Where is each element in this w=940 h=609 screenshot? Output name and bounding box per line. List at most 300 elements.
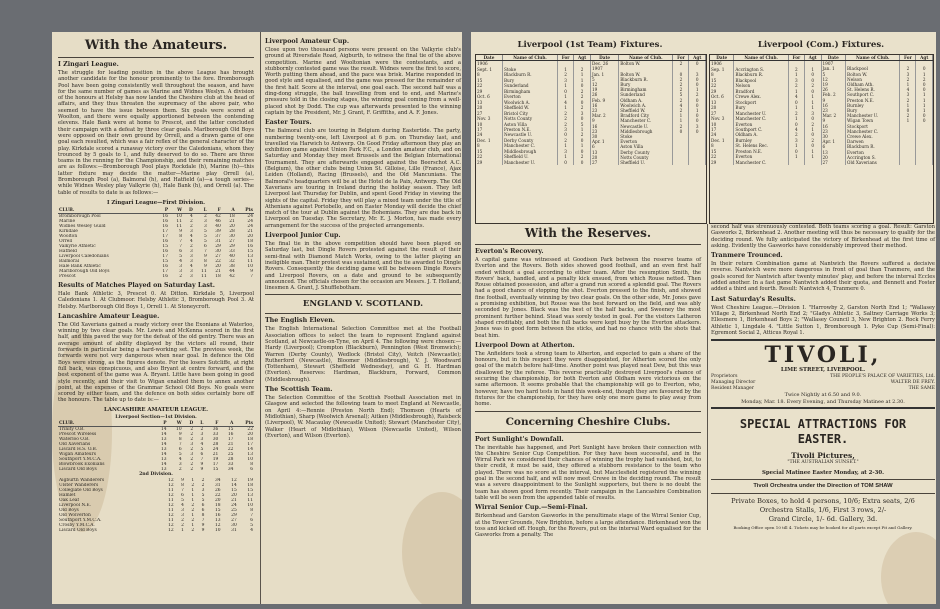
- right-page: [471, 32, 936, 604]
- table-cell: Crosby Y.M.C.A.: [59, 523, 95, 529]
- table-cell: 4: [189, 233, 193, 239]
- fixture-cell: 1: [804, 100, 821, 105]
- table-cell: 9: [200, 461, 204, 467]
- table-cell: 13: [160, 446, 167, 452]
- table-cell: Southport Y.M.C.A.: [59, 518, 102, 524]
- table-cell: 6: [250, 466, 253, 472]
- table-cell: 1: [191, 488, 195, 494]
- fixture-cell: Derby County: [619, 150, 673, 155]
- tours-heading: Easter Tours.: [265, 119, 312, 127]
- table-cell: 15: [231, 488, 237, 494]
- fixture-cell: 13: [822, 150, 846, 155]
- table-cell: 21: [247, 228, 253, 234]
- fixture-cell: Bolton W.: [619, 72, 673, 77]
- table-cell: 20: [215, 263, 221, 269]
- table-cell: 5: [201, 493, 205, 499]
- ljc-heading: Liverpool Junior Cup.: [265, 232, 341, 240]
- fixture-row: [476, 160, 591, 166]
- table-cell: 11: [168, 488, 174, 494]
- fixture-column-header: For: [788, 55, 804, 61]
- column-header: W: [169, 208, 183, 214]
- table-cell: 22: [247, 426, 253, 432]
- table-cell: 14: [160, 426, 167, 432]
- fixture-cell: Preston N.E.: [734, 149, 788, 154]
- tivoli-address: LIME STREET, LIVERPOOL.: [780, 367, 866, 374]
- liverpool-atherton-text: The Anfielders took a strong team to Atherton, and expected to gain a share of the honours, but in this respect they were disappointed, for Atherton scored the only goal of the match before half-time. Another point was played neat Dew, but this was disallowed by the referee. This reverse practically destroyed Liverpool's chance of securing the championship, for both Everton and Oldham were victorious on the same afternoon. It seems probable that the championship will go to Everton, who, however, have two hard tests in hand this week-end, though they are favoured by the fixtures for the championship, for they have only one more game to play away from home.: [475, 350, 701, 408]
- table-cell: 3: [181, 513, 184, 519]
- fixture-cell: Accrington S.: [846, 155, 900, 160]
- table-cell: 6: [178, 446, 182, 452]
- table-cell: 20: [247, 233, 253, 239]
- table-cell: 20: [214, 498, 221, 504]
- fixture-cell: Feb. 9: [591, 98, 619, 103]
- fixture-cell: Bristol City: [502, 110, 557, 115]
- fixture-cell: 13: [591, 150, 619, 155]
- table-cell: 12: [168, 503, 174, 509]
- fixture-cell: 1: [788, 154, 804, 159]
- table-cell: 2: [190, 466, 194, 472]
- fixture-column-header: Name of Club.: [734, 55, 788, 61]
- table-cell: 18: [247, 483, 253, 489]
- table-cell: 5: [181, 498, 184, 504]
- scottish-team-text: The Selection Committee of the Scottish Football Association met in Glasgow and selected the following team to meet England at Newcastle, on April 4:—Rennie (Preston North End); Thomson (Hearts of Midlothian), Sharp (Woolwich Arsenal); Aitken (Middlesbrough), Raisbeck (Liverpool), W. Macaulay (Newcastle United); Stewart (Manchester City), Walker (Heart of Midlothian), Wilson (Newcastle United), Wilson (Everton), and Wilson (Everton).: [265, 395, 461, 439]
- table-cell: 34: [227, 466, 234, 472]
- fixture-cell: 3: [689, 124, 706, 129]
- fixture-cell: 15: [476, 149, 502, 154]
- table-cell: 12: [231, 478, 237, 484]
- table-cell: Marine: [59, 218, 76, 224]
- fixture-cell: 1: [557, 105, 573, 110]
- fixture-cell: 1: [557, 154, 573, 159]
- fixture-cell: [673, 160, 689, 165]
- table-cell: 2: [190, 431, 194, 437]
- fixture-cell: 2: [916, 77, 933, 82]
- fixture-cell: 2: [689, 92, 706, 97]
- table-cell: 12: [168, 523, 174, 529]
- fixture-cell: 15: [476, 78, 502, 83]
- fixture-cell: Bolton W.: [846, 72, 900, 77]
- fixture-cell: Southport C.: [734, 127, 788, 132]
- table-cell: 18: [229, 213, 235, 219]
- fixture-cell: 5: [822, 72, 846, 77]
- fixture-row: [591, 160, 706, 165]
- table-cell: 16: [162, 248, 168, 254]
- fixture-cell: 0: [574, 149, 591, 154]
- fixture-cell: 26: [822, 87, 846, 92]
- table-cell: 8: [201, 513, 205, 519]
- fixture-cell: 1: [574, 72, 591, 77]
- table-cell: Liscard Old Boys: [59, 528, 97, 534]
- table-cell: 1: [191, 498, 195, 504]
- table-cell: 29: [215, 243, 221, 249]
- english-eleven-text: The English International Selection Committee met at the Football Association offices to select the team to represent England against Scotland, at Newcastle-on-Tyne, on April 4. The following were chosen:—Hardy (Liverpool); Crompton (Blackburn), Pennington (West Bromwich); Warren (Derby County), Wedlock (Bristol City), Veitch (Newcastle); Rutherford (Newcastle), Bloomer (Middlesbrough), V. J. Woodward (Tottenham), Stewart (Sheffield Wednesday), and G. H. Hardman (Everton). Reserves: Hardman, Blackburn, Forward, Common (Middlesbrough).: [265, 326, 461, 383]
- left-page: [52, 32, 462, 604]
- fixture-cell: 22: [476, 154, 502, 159]
- fixture-cell: 0: [689, 103, 706, 108]
- table-cell: 5: [203, 238, 207, 244]
- fixture-cell: Oct. 6: [710, 94, 734, 99]
- table-cell: 24: [212, 446, 219, 452]
- table-cell: 31: [215, 238, 221, 244]
- table-cell: 14: [160, 451, 167, 457]
- fixture-cell: 0: [689, 118, 706, 123]
- divider: [711, 479, 935, 480]
- table-cell: 7: [200, 456, 204, 462]
- fixture-cell: Newcastle U.: [502, 132, 557, 137]
- last-saturday-heading: Last Saturday's Results.: [711, 295, 796, 303]
- fixture-cell: 1: [900, 82, 916, 87]
- tivoli-nightly: Twice Nightly at 6.50 and 9.0.: [784, 392, 862, 399]
- fixture-cell: 23: [591, 108, 619, 113]
- fixture-cell: Bradford: [734, 89, 788, 94]
- fixture-cell: Blackpool: [846, 66, 900, 71]
- tivoli-company: THE PEOPLE'S PALACE OF VARIETIES, Ltd.: [830, 374, 935, 380]
- table-cell: 11: [176, 218, 183, 224]
- lancs-section-2: 2nd Division.: [139, 471, 173, 477]
- table-cell: Collegiate Old Boys: [59, 488, 103, 494]
- table-cell: 11: [168, 518, 174, 524]
- fixture-cell: Old Xaverians: [846, 160, 900, 165]
- fixture-cell: 0: [900, 108, 916, 113]
- column-header: P: [155, 208, 169, 214]
- fixture-cell: Bury: [619, 82, 673, 87]
- table-cell: 21: [229, 218, 235, 224]
- fixture-cell: 2: [900, 113, 916, 118]
- table-cell: 11: [247, 498, 253, 504]
- column-header: A: [222, 208, 236, 214]
- fixture-cell: Crewe Alex.: [734, 94, 788, 99]
- table-cell: Liscard Old Boys: [59, 466, 97, 472]
- table-cell: 24: [247, 213, 253, 219]
- lancs-table-1: [58, 421, 254, 472]
- fixture-cell: Oldham A.: [734, 132, 788, 137]
- fixture-cell: 4: [557, 100, 573, 105]
- fixture-cell: Blackburn R.: [846, 144, 900, 149]
- fixture-cell: 1: [804, 105, 821, 110]
- liverpool-atherton-heading: Liverpool Down at Atherton.: [475, 341, 575, 349]
- table-cell: 21: [215, 268, 221, 274]
- fixture-cell: Preston N.E.: [846, 98, 900, 103]
- table-cell: 14: [247, 446, 253, 452]
- prices-line-3: Grand Circle, 1/- 6d. Gallery, 3d.: [768, 514, 878, 523]
- table-cell: 32: [229, 258, 235, 264]
- last-saturday-text: West Cheshire League.—Division I. "Harrowby 2, Garston North End 1; "Wallasey Village 2, Birkenhead North End 2; "Gladys Athletic 3, Saltney Carriage Works 3; Ellesmere 1, Birkenhead Boys 2; "Wallasey Council 3, New Brighton 2. Rock Ferry Athletic 1, Lingdale 4. "Little Sutton 1, Bromborough 1. Pyke Cup (Semi-Final): Egremont Social 2, Atticus Royal 1.: [711, 304, 935, 336]
- fixture-cell: Dec. 26: [591, 61, 619, 67]
- fixture-cell: 1: [788, 143, 804, 148]
- fixture-cell: 4: [788, 127, 804, 132]
- table-cell: 12: [168, 493, 174, 499]
- table-cell: Marlborough Old Boys: [59, 268, 110, 274]
- table-cell: 1: [191, 513, 195, 519]
- lac-heading: Liverpool Amateur Cup.: [265, 38, 350, 45]
- tivoli-orchestra: Tivoli Orchestra under the Direction of TOM SHAW: [753, 483, 893, 490]
- fixture-cell: 20: [476, 105, 502, 110]
- fixture-cell: 1: [557, 67, 573, 72]
- table-cell: Trinity O.B.: [59, 426, 85, 432]
- table-cell: Southport Y.M.C.A.: [59, 456, 102, 462]
- fixture-cell: Sunderland: [502, 83, 557, 88]
- fixture-cell: 2: [673, 82, 689, 87]
- fixture-cell: Feb. 2: [822, 92, 846, 97]
- table-cell: 2: [201, 483, 205, 489]
- table-cell: 21: [231, 498, 237, 504]
- table-cell: 5: [200, 446, 204, 452]
- table-row: [58, 528, 254, 533]
- table-cell: 3: [189, 253, 193, 259]
- table-cell: 39: [215, 228, 221, 234]
- table-cell: 15: [227, 426, 234, 432]
- fixture-cell: Dec. 1: [710, 138, 734, 143]
- fixture-cell: 1: [916, 108, 933, 113]
- divider: [711, 493, 935, 494]
- fixture-cell: 1906: [710, 61, 734, 67]
- table-cell: Woolton: [59, 233, 78, 239]
- fixture-cell: 2: [557, 110, 573, 115]
- table-cell: 24: [247, 218, 253, 224]
- fixture-cell: 1907: [822, 61, 846, 67]
- fixture-cell: Newcastle U.: [619, 124, 673, 129]
- table-cell: 16: [227, 431, 234, 437]
- table-cell: 7: [250, 273, 253, 279]
- fixture-cell: 1: [574, 127, 591, 132]
- fixture-cell: 1: [900, 118, 916, 123]
- fixture-cell: 0: [689, 77, 706, 82]
- table-cell: 30: [231, 523, 237, 529]
- table-cell: 2: [191, 503, 195, 509]
- table-cell: 11: [168, 498, 174, 504]
- table-cell: 10: [176, 213, 183, 219]
- table-cell: 20: [231, 493, 237, 499]
- fixture-cell: 2: [788, 110, 804, 115]
- divider: [265, 313, 461, 314]
- fixture-cell: 2: [574, 67, 591, 72]
- fixture-cell: Bury: [734, 105, 788, 110]
- fixture-row: [710, 160, 821, 166]
- fixture-cell: 0: [689, 98, 706, 103]
- table-cell: 7: [203, 248, 207, 254]
- fixture-cell: 16: [822, 124, 846, 129]
- table-cell: 16: [162, 238, 168, 244]
- table-cell: 29: [231, 513, 237, 519]
- fixture-cell: 15: [710, 78, 734, 83]
- table-cell: 24: [247, 223, 253, 229]
- fixture-cell: 0: [916, 87, 933, 92]
- table-cell: 27: [231, 518, 237, 524]
- table-cell: 8: [179, 233, 183, 239]
- fixture-cell: 2: [557, 121, 573, 126]
- lancs-heading: Lancashire Amateur League.: [58, 312, 160, 320]
- fixture-cell: 0: [574, 100, 591, 105]
- fixture-cell: 4: [673, 103, 689, 108]
- table-cell: 7: [181, 488, 184, 494]
- fixture-cell: Bolton W.: [619, 61, 673, 67]
- table-cell: 3: [189, 258, 193, 264]
- fixture-cell: 0: [804, 89, 821, 94]
- fixture-cell: 1: [916, 72, 933, 77]
- fixture-cell: Mar. 2: [591, 113, 619, 118]
- prices-line-2: Orchestra Stalls, 1/6, First 3 rows, 2/-: [759, 505, 887, 514]
- fixture-cell: 22: [710, 154, 734, 159]
- lancs-section-1: Liverpool Section—1st Division.: [115, 414, 197, 420]
- fixture-cell: 0: [689, 113, 706, 118]
- everton-heading: Everton's Recovery.: [475, 248, 544, 255]
- fixture-cell: 24: [710, 132, 734, 137]
- fixture-cell: St. Helens R.: [846, 87, 900, 92]
- table-cell: 6: [200, 451, 204, 457]
- table-cell: 42: [215, 213, 221, 219]
- fixture-cell: 12: [822, 77, 846, 82]
- table-cell: 13: [160, 436, 167, 442]
- fixture-cell: 2: [673, 124, 689, 129]
- sunlight-heading: Port Sunlight's Downfall.: [475, 435, 564, 443]
- column-header: F: [208, 208, 222, 214]
- wirral-text: Birkenhead and Garston Gasworks in the penultimate stage of the Wirral Senior Cup, at the Tower Grounds, New Brighton, before a large attendance. Birkenhead won the toss and kicked off. Hough, for the Rovers, put on the interval Ward equalised for the Gasworks from a penalty. The: [475, 513, 701, 539]
- table-cell: 9: [200, 466, 204, 472]
- table-cell: 12: [168, 513, 174, 519]
- table-cell: 20: [247, 431, 253, 437]
- table-cell: 2: [191, 508, 195, 514]
- fixture-cell: Blackburn R.: [502, 72, 557, 77]
- fixture-cell: 1: [689, 87, 706, 92]
- fixture-cell: 0: [804, 132, 821, 137]
- fixture-cell: Southport C.: [846, 92, 900, 97]
- fixture-cell: 2: [557, 138, 573, 143]
- column-header: CLUB.: [58, 208, 155, 214]
- fixture-cell: Stoke: [619, 134, 673, 139]
- table-cell: 2: [191, 518, 195, 524]
- table-cell: 33: [212, 431, 219, 437]
- fixture-cell: Middlesbrough: [502, 149, 557, 154]
- table-cell: 2: [190, 446, 194, 452]
- fixture-cell: [804, 160, 821, 166]
- table-cell: 17: [162, 228, 168, 234]
- table-cell: Valkyrie Athletic: [59, 243, 96, 249]
- fixture-cell: Birmingham: [619, 87, 673, 92]
- table-cell: 18: [247, 238, 253, 244]
- table-cell: 2: [189, 223, 193, 229]
- fixture-cell: 1: [788, 89, 804, 94]
- sunlight-text: The inevitable has happened, and Port Sunlight have broken their connection with the Cheshire Senior Cup Competition. For they have been successful, and in the Wirral Park we considered their chances of winning the trophy had vanished, but, to their credit, it must be said, they offered a stubborn resistance to the team who played. There was no score at the interval, but Macclesfield registered the winning goal in the second half, and will now meet Crewe in the deciding round. The result was a severe disappointment to the Sunlight supporters, but there is no doubt the team has shown good form recently. Their campaign in the Lancashire Combination table will be seen from the appended table of results.: [475, 444, 701, 501]
- table-cell: Orrell: [59, 238, 73, 244]
- fixture-column-header: Agt: [916, 55, 933, 61]
- fixture-cell: 13: [710, 100, 734, 105]
- fixture-cell: Sep. 1: [710, 67, 734, 72]
- fixture-cell: Oldham A.: [619, 98, 673, 103]
- table-cell: 27: [229, 238, 235, 244]
- table-cell: 10: [176, 426, 182, 432]
- table-cell: 6: [250, 518, 253, 524]
- table-cell: 22: [215, 258, 221, 264]
- fixture-column-header: For: [557, 55, 573, 61]
- fixture-cell: 0: [916, 82, 933, 87]
- fixture-cell: 0: [804, 143, 821, 148]
- table-cell: 2: [190, 426, 194, 432]
- fixture-cell: 30: [822, 134, 846, 139]
- table-cell: 9: [179, 228, 183, 234]
- table-cell: Hale Bank Athletic: [59, 263, 101, 269]
- fixture-cell: 1: [689, 108, 706, 113]
- fixture-cell: 0: [689, 129, 706, 134]
- table-cell: 16: [162, 263, 168, 269]
- fixture-cell: 1: [804, 154, 821, 159]
- fixture-cell: 0: [804, 116, 821, 121]
- lancs-table-title: LANCASHIRE AMATEUR LEAGUE.: [104, 406, 208, 413]
- table-cell: 2: [191, 528, 195, 534]
- fixture-cell: 3: [900, 92, 916, 97]
- fixture-cell: 0: [689, 82, 706, 87]
- fixture-cell: 0: [574, 138, 591, 143]
- fixture-cell: 23: [822, 129, 846, 134]
- table-cell: 11: [201, 268, 207, 274]
- table-cell: 1: [191, 478, 195, 484]
- table-cell: Bromborough Pool: [59, 213, 101, 219]
- fixture-cell: 2: [673, 98, 689, 103]
- table-cell: 21: [212, 451, 219, 457]
- fixture-cell: 27: [710, 110, 734, 115]
- fixture-cell: 20: [710, 105, 734, 110]
- table-cell: 10: [247, 503, 253, 509]
- fixture-cell: Mar. 2: [822, 113, 846, 118]
- fixture-cell: 8: [710, 143, 734, 148]
- fixture-cell: Manchester C.: [734, 160, 788, 166]
- table-cell: 15: [162, 258, 168, 264]
- table-cell: 19: [212, 456, 219, 462]
- fixture-cell: Oldham Ath.: [846, 82, 900, 87]
- table-cell: 14: [160, 431, 167, 437]
- fixtures-com-right: [822, 55, 934, 165]
- table-cell: 1: [181, 528, 184, 534]
- fixture-cell: 16: [591, 124, 619, 129]
- table-cell: 16: [214, 513, 221, 519]
- table-cell: 21: [227, 441, 234, 447]
- fixture-cell: Woolwich A.: [502, 100, 557, 105]
- table-cell: 30: [215, 248, 221, 254]
- fixture-cell: 2: [804, 138, 821, 143]
- fixture-cell: 1: [900, 103, 916, 108]
- fixture-cell: Sheffield W.: [502, 105, 557, 110]
- fixture-cell: 27: [591, 160, 619, 165]
- fixture-cell: 10: [710, 121, 734, 126]
- fixture-cell: Aston Villa: [619, 144, 673, 149]
- column-header: CLUB.: [58, 421, 152, 427]
- table-cell: 16: [162, 223, 168, 229]
- table-cell: 10: [247, 263, 253, 269]
- fixture-cell: 23: [591, 129, 619, 134]
- table-cell: 6: [201, 503, 205, 509]
- tranmere-text: In their return Combination game at Nantwich the Rovers suffered a decisive reverse. Nantwich were more dangerous in front of goal than Tranmere, and the goals scored for Nantwich after twenty minutes' play, and before the interval Eccles added another. In a fast game Nantwich added their quota, and Bennett and Foster added a third and fourth. Result: Nantwich 4, Tranmere 0.: [711, 261, 935, 293]
- table-cell: 3: [190, 441, 194, 447]
- divider: [475, 411, 701, 412]
- table-cell: 27: [215, 253, 221, 259]
- fixture-cell: Everton: [734, 121, 788, 126]
- fixture-cell: Manchester C.: [502, 143, 557, 148]
- fixture-cell: Wigan Town: [846, 118, 900, 123]
- table-cell: 22: [227, 446, 234, 452]
- table-cell: 8: [181, 483, 184, 489]
- table-cell: 9: [203, 263, 207, 269]
- fixture-column-header: Date: [591, 55, 619, 61]
- column-header: L: [194, 421, 204, 427]
- tivoli-resident-label: Resident Manager: [711, 385, 754, 391]
- fixture-cell: 22: [476, 83, 502, 88]
- table-cell: 11: [201, 273, 207, 279]
- table-cell: 8: [250, 461, 253, 467]
- fixture-cell: 1: [804, 67, 821, 72]
- table-cell: 3: [189, 268, 193, 274]
- fixture-cell: Preston N.E.: [502, 127, 557, 132]
- fixture-cell: 1: [804, 149, 821, 154]
- table-cell: Old Wolverton: [59, 513, 91, 519]
